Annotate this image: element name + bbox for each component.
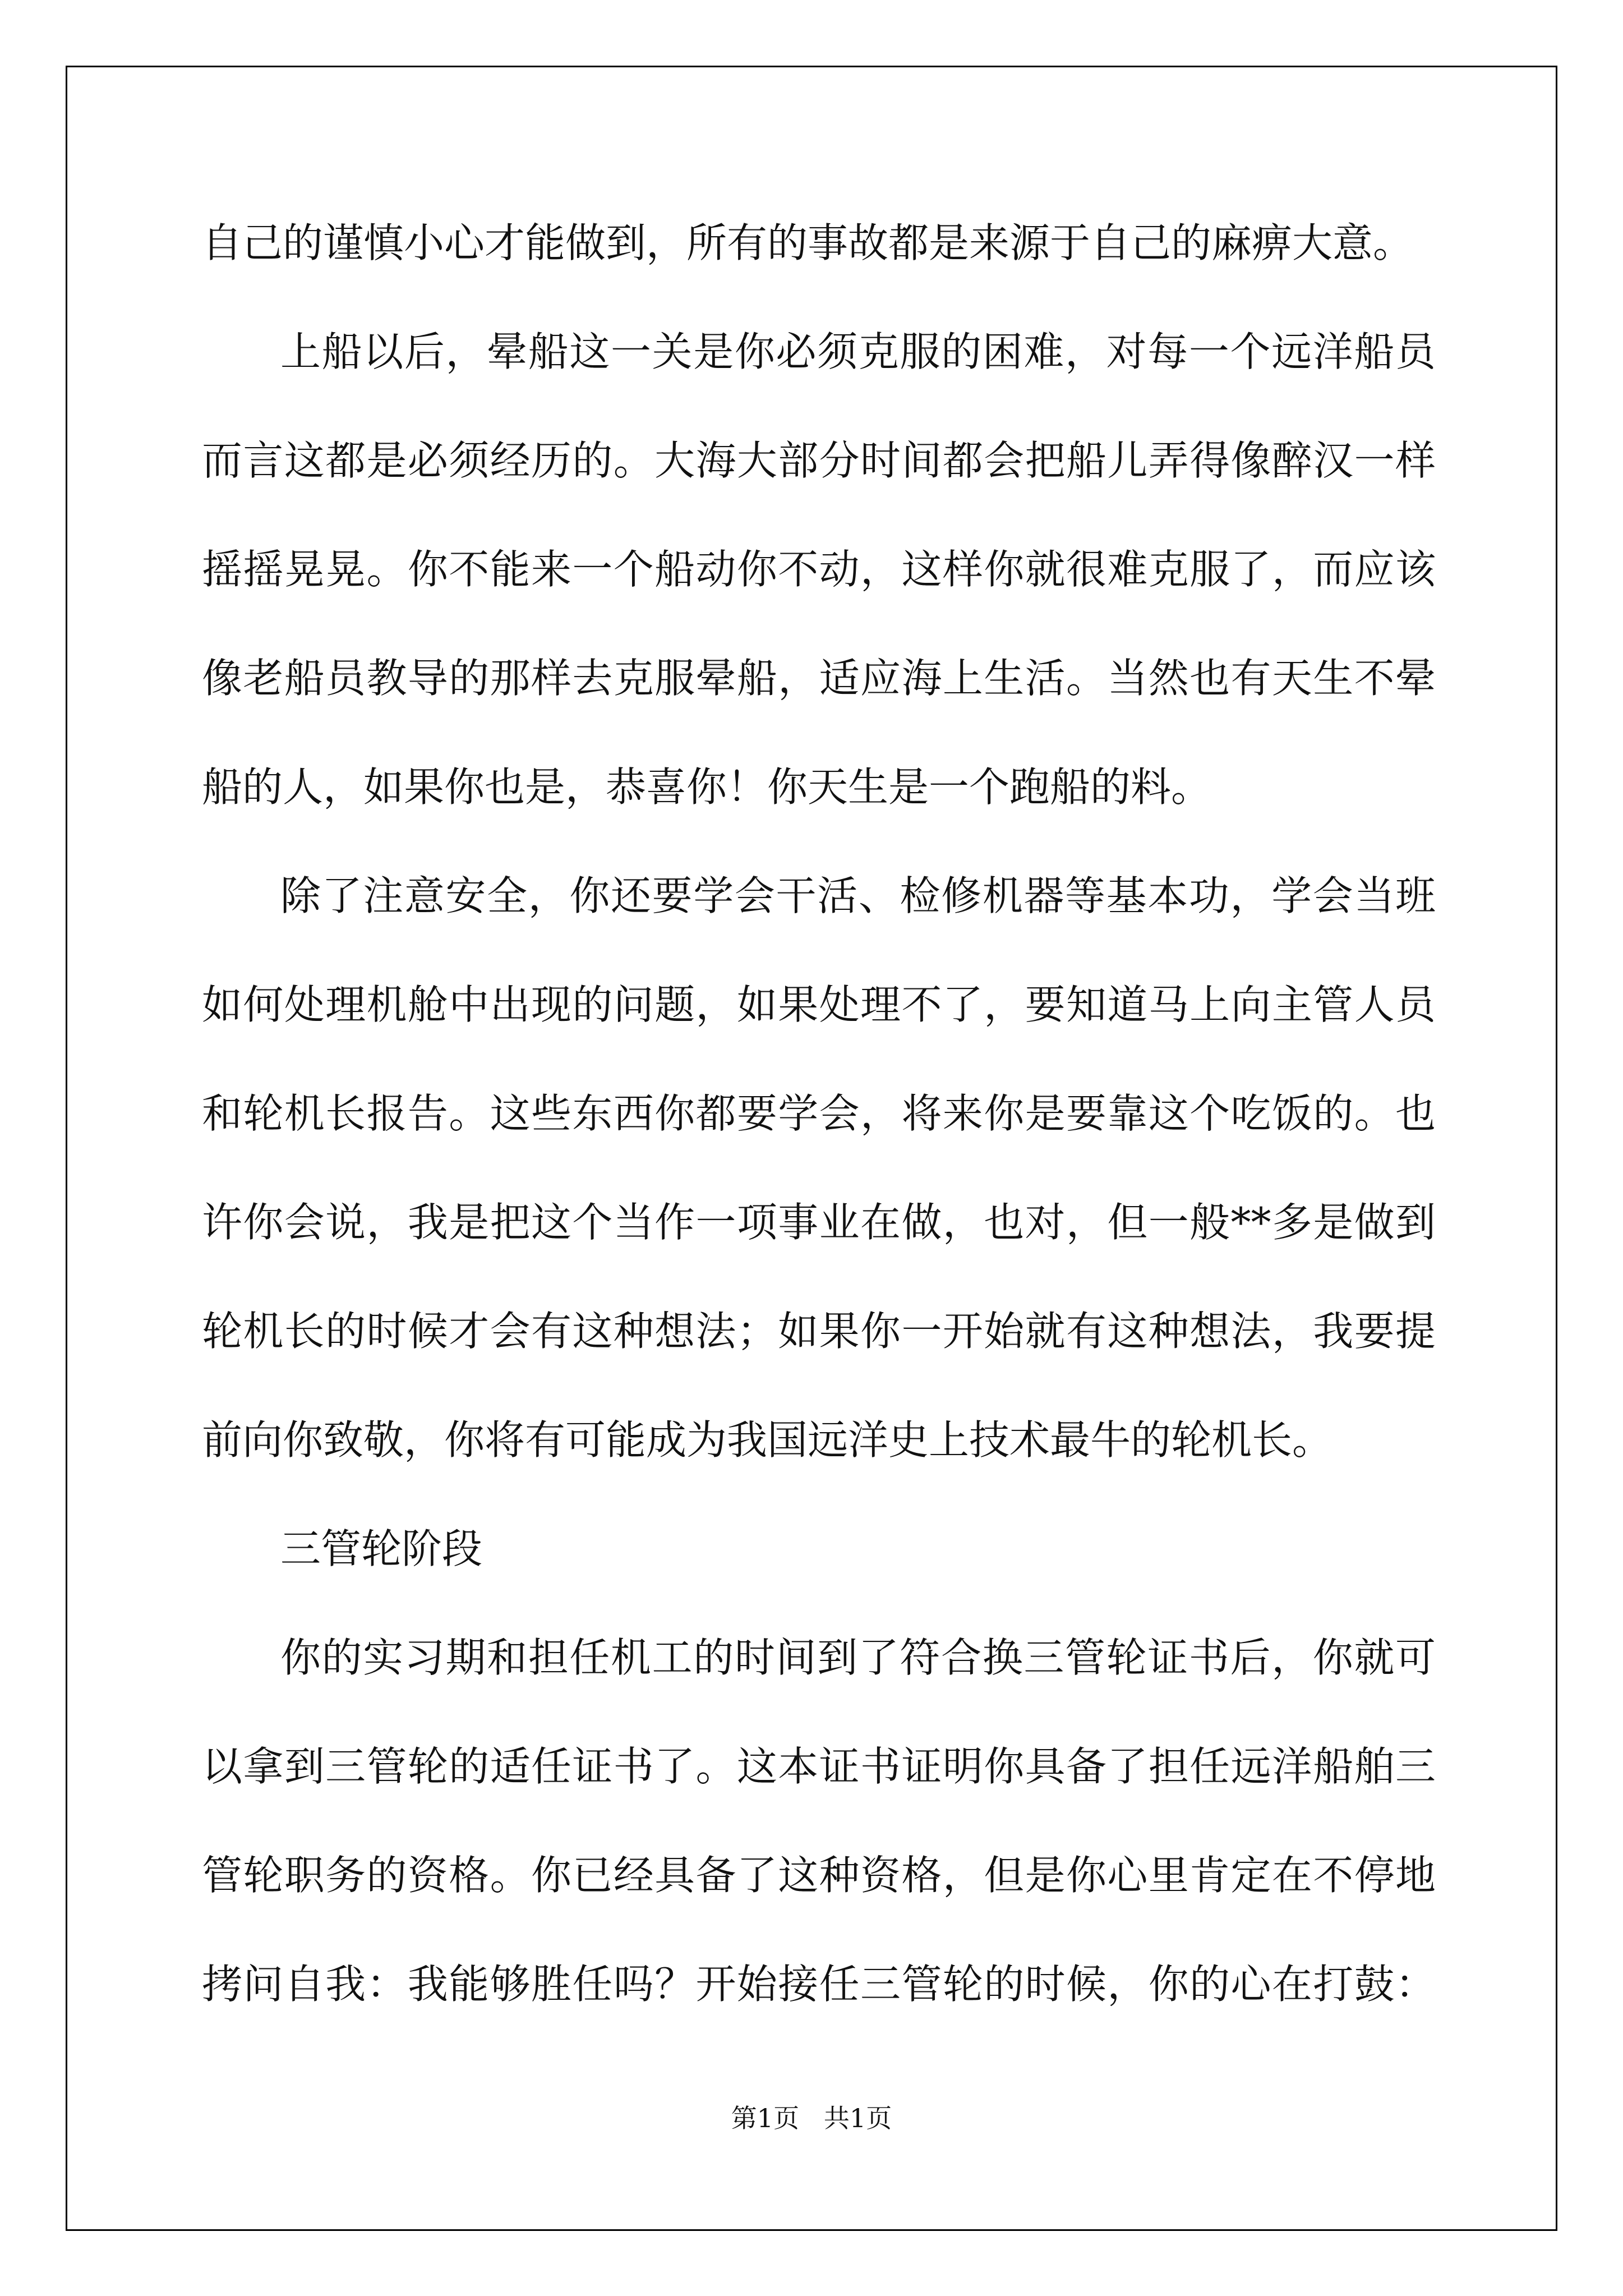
text-line-12: 前向你致敬，你将有可能成为我国远洋史上技术最牛的轮机长。 — [202, 1416, 1333, 1464]
text-line-11: 轮机长的时候才会有这种想法；如果你一开始就有这种想法，我要提 — [202, 1308, 1436, 1355]
page-number: 第1页 共1页 — [731, 2103, 892, 2133]
text-line-6: 船的人，如果你也是，恭喜你！你天生是一个跑船的料。 — [202, 763, 1212, 811]
text-line-3: 而言这都是必须经历的。大海大部分时间都会把船儿弄得像醉汉一样 — [202, 437, 1436, 484]
text-line-2: 上船以后，晕船这一关是你必须克服的困难，对每一个远洋船员 — [280, 328, 1436, 375]
text-line-7: 除了注意安全，你还要学会干活、检修机器等基本功，学会当班 — [280, 872, 1436, 919]
text-line-14: 你的实习期和担任机工的时间到了符合换三管轮证书后，你就可 — [280, 1634, 1436, 1681]
text-line-17: 拷问自我：我能够胜任吗？开始接任三管轮的时候，你的心在打鼓： — [202, 1961, 1436, 2008]
text-line-1: 自己的谨慎小心才能做到，所有的事故都是来源于自己的麻痹大意。 — [202, 219, 1414, 266]
text-line-15: 以拿到三管轮的适任证书了。这本证书证明你具备了担任远洋船舶三 — [202, 1743, 1436, 1790]
section-heading: 三管轮阶段 — [280, 1525, 483, 1572]
page-border — [66, 66, 1557, 2231]
text-line-8: 如何处理机舱中出现的问题，如果处理不了，要知道马上向主管人员 — [202, 981, 1436, 1028]
text-line-4: 摇摇晃晃。你不能来一个船动你不动，这样你就很难克服了，而应该 — [202, 546, 1436, 593]
text-line-16: 管轮职务的资格。你已经具备了这种资格，但是你心里肯定在不停地 — [202, 1852, 1436, 1899]
text-line-5: 像老船员教导的那样去克服晕船，适应海上生活。当然也有天生不晕 — [202, 655, 1436, 702]
text-line-9: 和轮机长报告。这些东西你都要学会，将来你是要靠这个吃饭的。也 — [202, 1090, 1436, 1137]
text-line-10: 许你会说，我是把这个当作一项事业在做，也对，但一般**多是做到 — [202, 1199, 1436, 1246]
